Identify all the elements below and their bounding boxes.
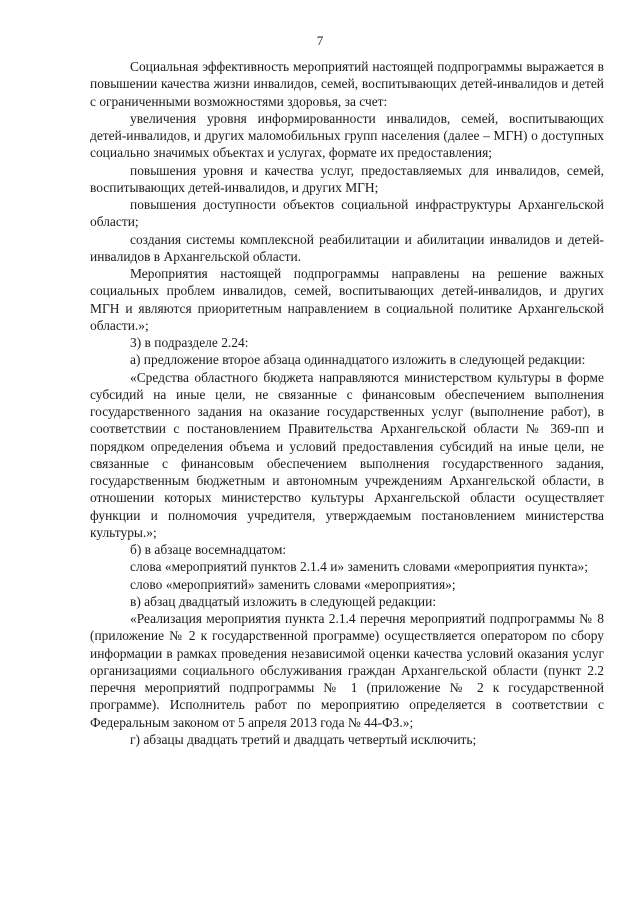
page-number: 7: [316, 33, 324, 48]
paragraph: 3) в подразделе 2.24:: [130, 335, 249, 350]
paragraph: увеличения уровня информированности инвалидов, семей, воспитывающих детей-инвалидов, и других маломобильных групп населения (далее – МГН) о доступных социально значимых объектах и услугах, формате их предоставления;: [90, 110, 604, 161]
paragraph: Мероприятия настоящей подпрограммы направлены на решение важных социальных проблем инвалидов, семей, воспитывающих детей-инвалидов, и других МГН и являются приоритетным направлением в социальной политике Архангельской области.»;: [90, 266, 604, 333]
paragraph: б) в абзаце восемнадцатом:: [130, 542, 287, 557]
paragraph: слова «мероприятий пунктов 2.1.4 и» заменить словами «мероприятия пункта»;: [130, 559, 588, 575]
paragraph: «Средства областного бюджета направляются министерством культуры в форме субсидий на иные цели, не связанные с финансовым обеспечением выполнения государственного задания на оказание государственных услуг (выполнение работ), в соответствии с постановлением Правительства Архангельской области № 369-пп и порядком определения объема и условий предоставления субсидий на иные цели, не связанные с финансовым обеспечением выполнения государственного задания, государственным бюджетным и автономным учреждениям Архангельской области, в отношении которых министерство культуры Архангельской области осуществляет функции и полномочия учредителя, утверждаемым постановлением министерства культуры.»;: [90, 369, 604, 540]
body-text: [90, 58, 604, 748]
paragraph: а) предложение второе абзаца одиннадцатого изложить в следующей редакции:: [130, 352, 586, 368]
paragraph: г) абзацы двадцать третий и двадцать четвертый исключить;: [130, 731, 477, 747]
paragraph: в) абзац двадцатый изложить в следующей редакции:: [130, 593, 437, 609]
paragraph: повышения уровня и качества услуг, предоставляемых для инвалидов, семей, воспитывающих детей-инвалидов, и других МГН;: [90, 162, 604, 195]
paragraph: «Реализация мероприятия пункта 2.1.4 перечня мероприятий подпрограммы № 8 (приложение № 2 к государственной программе) осуществляется оператором по сбору информации в рамках проведения независимой оценки качества условий оказания услуг организациями социального обслуживания граждан Архангельской области (пункт 2.2 перечня мероприятий подпрограммы № 1 (приложение № 2 к государственной программе). Исполнитель работ по мероприятию определяется в соответствии с Федеральным законом от 5 апреля 2013 года № 44-ФЗ.»;: [90, 611, 604, 730]
paragraph: повышения доступности объектов социальной инфраструктуры Архангельской области;: [90, 197, 604, 230]
paragraph: слово «мероприятий» заменить словами «мероприятия»;: [130, 576, 456, 592]
paragraph: Социальная эффективность мероприятий настоящей подпрограммы выражается в повышении качества жизни инвалидов, семей, воспитывающих детей-инвалидов и детей с ограниченными возможностями здоровья, за счет:: [90, 59, 604, 109]
paragraph: создания системы комплексной реабилитации и абилитации инвалидов и детей-инвалидов в Архангельской области.: [90, 231, 604, 264]
